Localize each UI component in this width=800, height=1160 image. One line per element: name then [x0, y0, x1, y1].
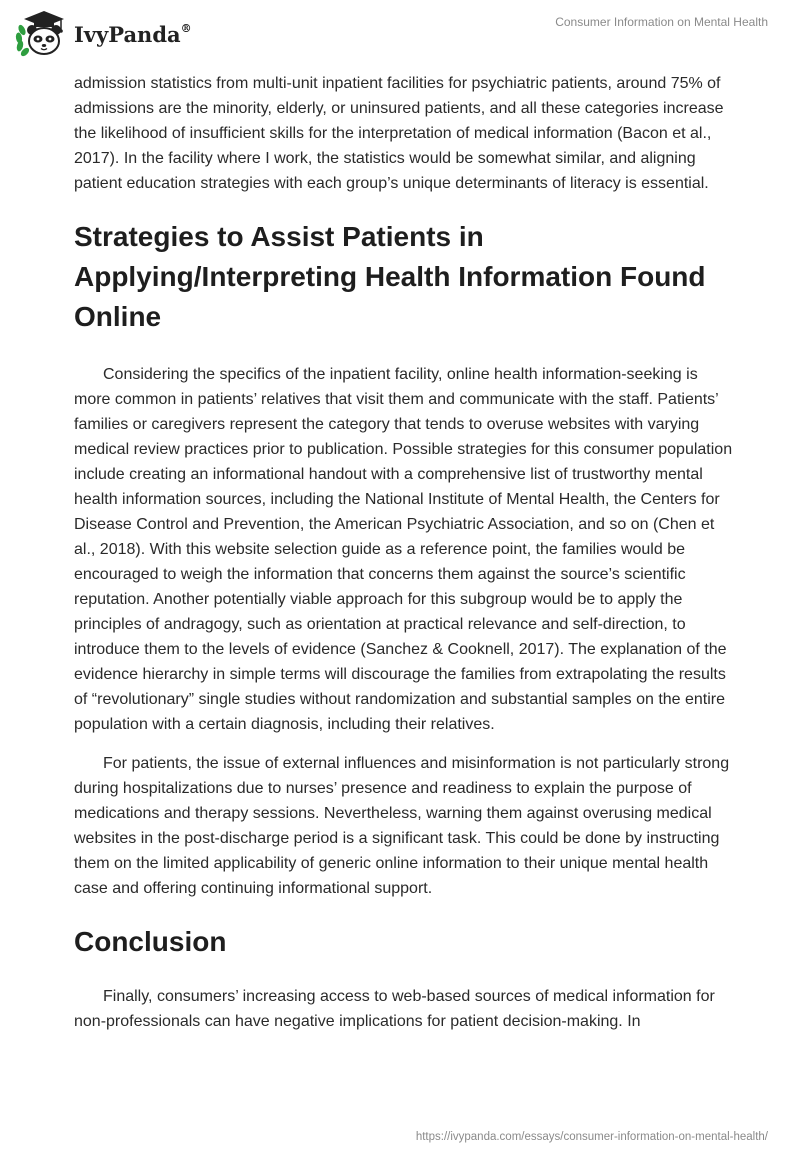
paragraph-intro-continued: admission statistics from multi-unit inpatient facilities for psychiatric patients, around 75% of admissions are the minority, elderly, or uninsured patients, and all these categories increase the likelihood of insufficient skills for the interpretation of medical information (Bacon et al., 2017). In the facility where I work, the statistics would be somewhat similar, and aligning patient education strategies with each group’s unique determinants of literacy is essential. — [74, 75, 724, 192]
document-title: Consumer Information on Mental Health — [555, 15, 768, 29]
paragraph-strategies-patients: For patients, the issue of external influences and misinformation is not particularly strong during hospitalizations due to nurses’ presence and readiness to explain the purpose of medications and therapy sessions. Nevertheless, warning them against overusing medical websites in the post-discharge period is a significant task. This could be done by instructing them on the limited applicability of generic online information to their unique mental health case and offering continuing informational support. — [74, 755, 730, 897]
source-url-link[interactable]: https://ivypanda.com/essays/consumer-information-on-mental-health/ — [415, 1131, 768, 1143]
logo-wordmark: IvyPanda® — [74, 21, 192, 47]
ivypanda-logo[interactable] — [13, 8, 192, 58]
heading-conclusion: Conclusion — [74, 926, 227, 957]
heading-strategies: Strategies to Assist Patients in Applying/Interpreting Health Information Found Online — [74, 221, 706, 332]
paragraph-strategies-families: Considering the specifics of the inpatient facility, online health information-seeking is more common in patients’ relatives that visit them and communicate with the staff. Patients’ families or caregivers represent the category that tends to overuse websites with varying medical review practices prior to publication. Possible strategies for this consumer population include creating an informational handout with a comprehensive list of trustworthy mental health information sources, including the National Institute of Mental Health, the Centers for Disease Control and Prevention, the American Psychiatric Association, and so on (Chen et al., 2018). With this website selection guide as a reference point, the families would be encouraged to weigh the information that concerns them against the source’s scientific reputation. Another potentially viable approach for this subgroup would be to apply the principles of andragogy, such as orientation at practical relevance and self-direction, to introduce them to the levels of evidence (Sanchez & Cooknell, 2017). The explanation of the evidence hierarchy in simple terms will discourage the families from extrapolating the results of “revolutionary” single studies without randomization and substantial samples on the entire population with a certain diagnosis, including their relatives. — [74, 366, 733, 733]
panda-graduate-icon — [13, 8, 71, 58]
essay-body — [74, 71, 734, 1034]
page-header — [0, 0, 800, 70]
paragraph-conclusion: Finally, consumers’ increasing access to web-based sources of medical information for non-professionals can have negative implications for patient decision-making. In — [74, 988, 715, 1030]
